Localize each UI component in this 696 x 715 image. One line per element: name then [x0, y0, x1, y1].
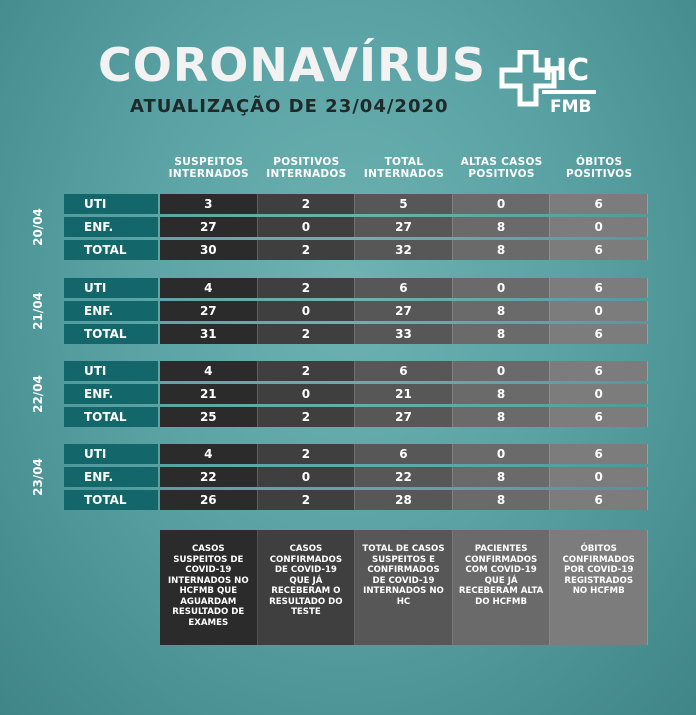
- row-label: TOTAL: [64, 324, 158, 344]
- table-row: [64, 240, 648, 260]
- table-row: [64, 301, 648, 321]
- table-cell: 6: [550, 361, 648, 381]
- page-title: CORONAVÍRUS: [98, 38, 486, 92]
- table-row: [64, 324, 648, 344]
- table-cell: 6: [550, 407, 648, 427]
- table-cell: 2: [258, 444, 356, 464]
- table-cell: 33: [355, 324, 453, 344]
- col-header-suspeitos: SUSPEITOS INTERNADOS: [168, 156, 249, 180]
- desc-obitos: ÓBITOS CONFIRMADOS POR COVID-19 REGISTRADOS NO HCFMB: [550, 530, 648, 645]
- table-row: [64, 490, 648, 510]
- table-cell: 2: [258, 240, 356, 260]
- logo-hc-text: HC: [542, 53, 590, 88]
- table-row: [64, 278, 648, 298]
- table-cell: 2: [258, 361, 356, 381]
- date-group: [64, 278, 648, 347]
- table-cell: 31: [160, 324, 258, 344]
- table-cell: 8: [453, 490, 551, 510]
- hc-fmb-logo: [498, 50, 598, 116]
- table-cell: 2: [258, 490, 356, 510]
- table-row: [64, 467, 648, 487]
- row-label: UTI: [64, 278, 158, 298]
- table-cell: 25: [160, 407, 258, 427]
- column-descriptions: [160, 530, 648, 645]
- table-cell: 4: [160, 278, 258, 298]
- date-label: 23/04: [31, 458, 45, 496]
- table-cell: 30: [160, 240, 258, 260]
- table-cell: 8: [453, 301, 551, 321]
- table-cell: 6: [550, 278, 648, 298]
- table-cell: 3: [160, 194, 258, 214]
- column-headers: [160, 156, 648, 186]
- row-label: UTI: [64, 361, 158, 381]
- table-cell: 6: [550, 324, 648, 344]
- row-label: TOTAL: [64, 240, 158, 260]
- table-cell: 27: [355, 407, 453, 427]
- row-label: TOTAL: [64, 407, 158, 427]
- table-row: [64, 361, 648, 381]
- table-cell: 6: [550, 240, 648, 260]
- desc-suspeitos: CASOS SUSPEITOS DE COVID-19 INTERNADOS NO HCFMB QUE AGUARDAM RESULTADO DE EXAMES: [160, 530, 258, 645]
- table-cell: 0: [453, 361, 551, 381]
- table-cell: 0: [550, 384, 648, 404]
- desc-total: TOTAL DE CASOS SUSPEITOS E CONFIRMADOS DE COVID-19 INTERNADOS NO HC: [355, 530, 453, 645]
- table-cell: 8: [453, 384, 551, 404]
- table-cell: 6: [355, 361, 453, 381]
- table-cell: 0: [258, 217, 356, 237]
- date-group: [64, 194, 648, 263]
- table-row: [64, 217, 648, 237]
- row-label: ENF.: [64, 467, 158, 487]
- table-cell: 26: [160, 490, 258, 510]
- table-cell: 6: [550, 444, 648, 464]
- table-cell: 0: [550, 301, 648, 321]
- table-cell: 8: [453, 467, 551, 487]
- desc-altas: PACIENTES CONFIRMADOS COM COVID-19 QUE JÁ RECEBERAM ALTA DO HCFMB: [453, 530, 551, 645]
- table-cell: 2: [258, 324, 356, 344]
- table-row: [64, 384, 648, 404]
- row-label: UTI: [64, 194, 158, 214]
- table-cell: 5: [355, 194, 453, 214]
- logo-fmb-text: FMB: [550, 97, 592, 116]
- table-cell: 32: [355, 240, 453, 260]
- table-cell: 8: [453, 240, 551, 260]
- logo-bar: [542, 90, 596, 94]
- table-cell: 0: [453, 194, 551, 214]
- table-cell: 0: [453, 278, 551, 298]
- col-header-total: TOTAL INTERNADOS: [363, 156, 445, 180]
- table-cell: 0: [258, 467, 356, 487]
- table-cell: 6: [355, 444, 453, 464]
- col-header-altas: ALTAS CASOS POSITIVOS: [460, 156, 543, 180]
- table-cell: 4: [160, 361, 258, 381]
- table-cell: 22: [355, 467, 453, 487]
- table-cell: 21: [355, 384, 453, 404]
- row-label: ENF.: [64, 217, 158, 237]
- table-cell: 27: [160, 217, 258, 237]
- table-cell: 0: [550, 467, 648, 487]
- row-label: ENF.: [64, 301, 158, 321]
- table-row: [64, 444, 648, 464]
- table-cell: 27: [355, 301, 453, 321]
- table-cell: 0: [258, 384, 356, 404]
- date-label: 20/04: [31, 208, 45, 246]
- table-cell: 8: [453, 324, 551, 344]
- table-cell: 21: [160, 384, 258, 404]
- row-label: TOTAL: [64, 490, 158, 510]
- table-cell: 8: [453, 217, 551, 237]
- table-cell: 27: [160, 301, 258, 321]
- desc-positivos: CASOS CONFIRMADOS DE COVID-19 QUE JÁ RECEBERAM O RESULTADO DO TESTE: [258, 530, 356, 645]
- table-cell: 6: [550, 490, 648, 510]
- table-cell: 0: [258, 301, 356, 321]
- table-cell: 6: [355, 278, 453, 298]
- date-group: [64, 444, 648, 513]
- table-row: [64, 194, 648, 214]
- table-cell: 28: [355, 490, 453, 510]
- date-label: 22/04: [31, 375, 45, 413]
- table-cell: 6: [550, 194, 648, 214]
- row-label: ENF.: [64, 384, 158, 404]
- page-subtitle: ATUALIZAÇÃO DE 23/04/2020: [130, 96, 449, 117]
- table-cell: 27: [355, 217, 453, 237]
- table-cell: 0: [550, 217, 648, 237]
- table-cell: 2: [258, 278, 356, 298]
- table-cell: 22: [160, 467, 258, 487]
- table-cell: 2: [258, 194, 356, 214]
- col-header-positivos: POSITIVOS INTERNADOS: [266, 156, 347, 180]
- table-row: [64, 407, 648, 427]
- table-cell: 4: [160, 444, 258, 464]
- col-header-obitos: ÓBITOS POSITIVOS: [566, 156, 633, 180]
- table-cell: 2: [258, 407, 356, 427]
- table-cell: 0: [453, 444, 551, 464]
- table-cell: 8: [453, 407, 551, 427]
- date-label: 21/04: [31, 292, 45, 330]
- date-group: [64, 361, 648, 430]
- row-label: UTI: [64, 444, 158, 464]
